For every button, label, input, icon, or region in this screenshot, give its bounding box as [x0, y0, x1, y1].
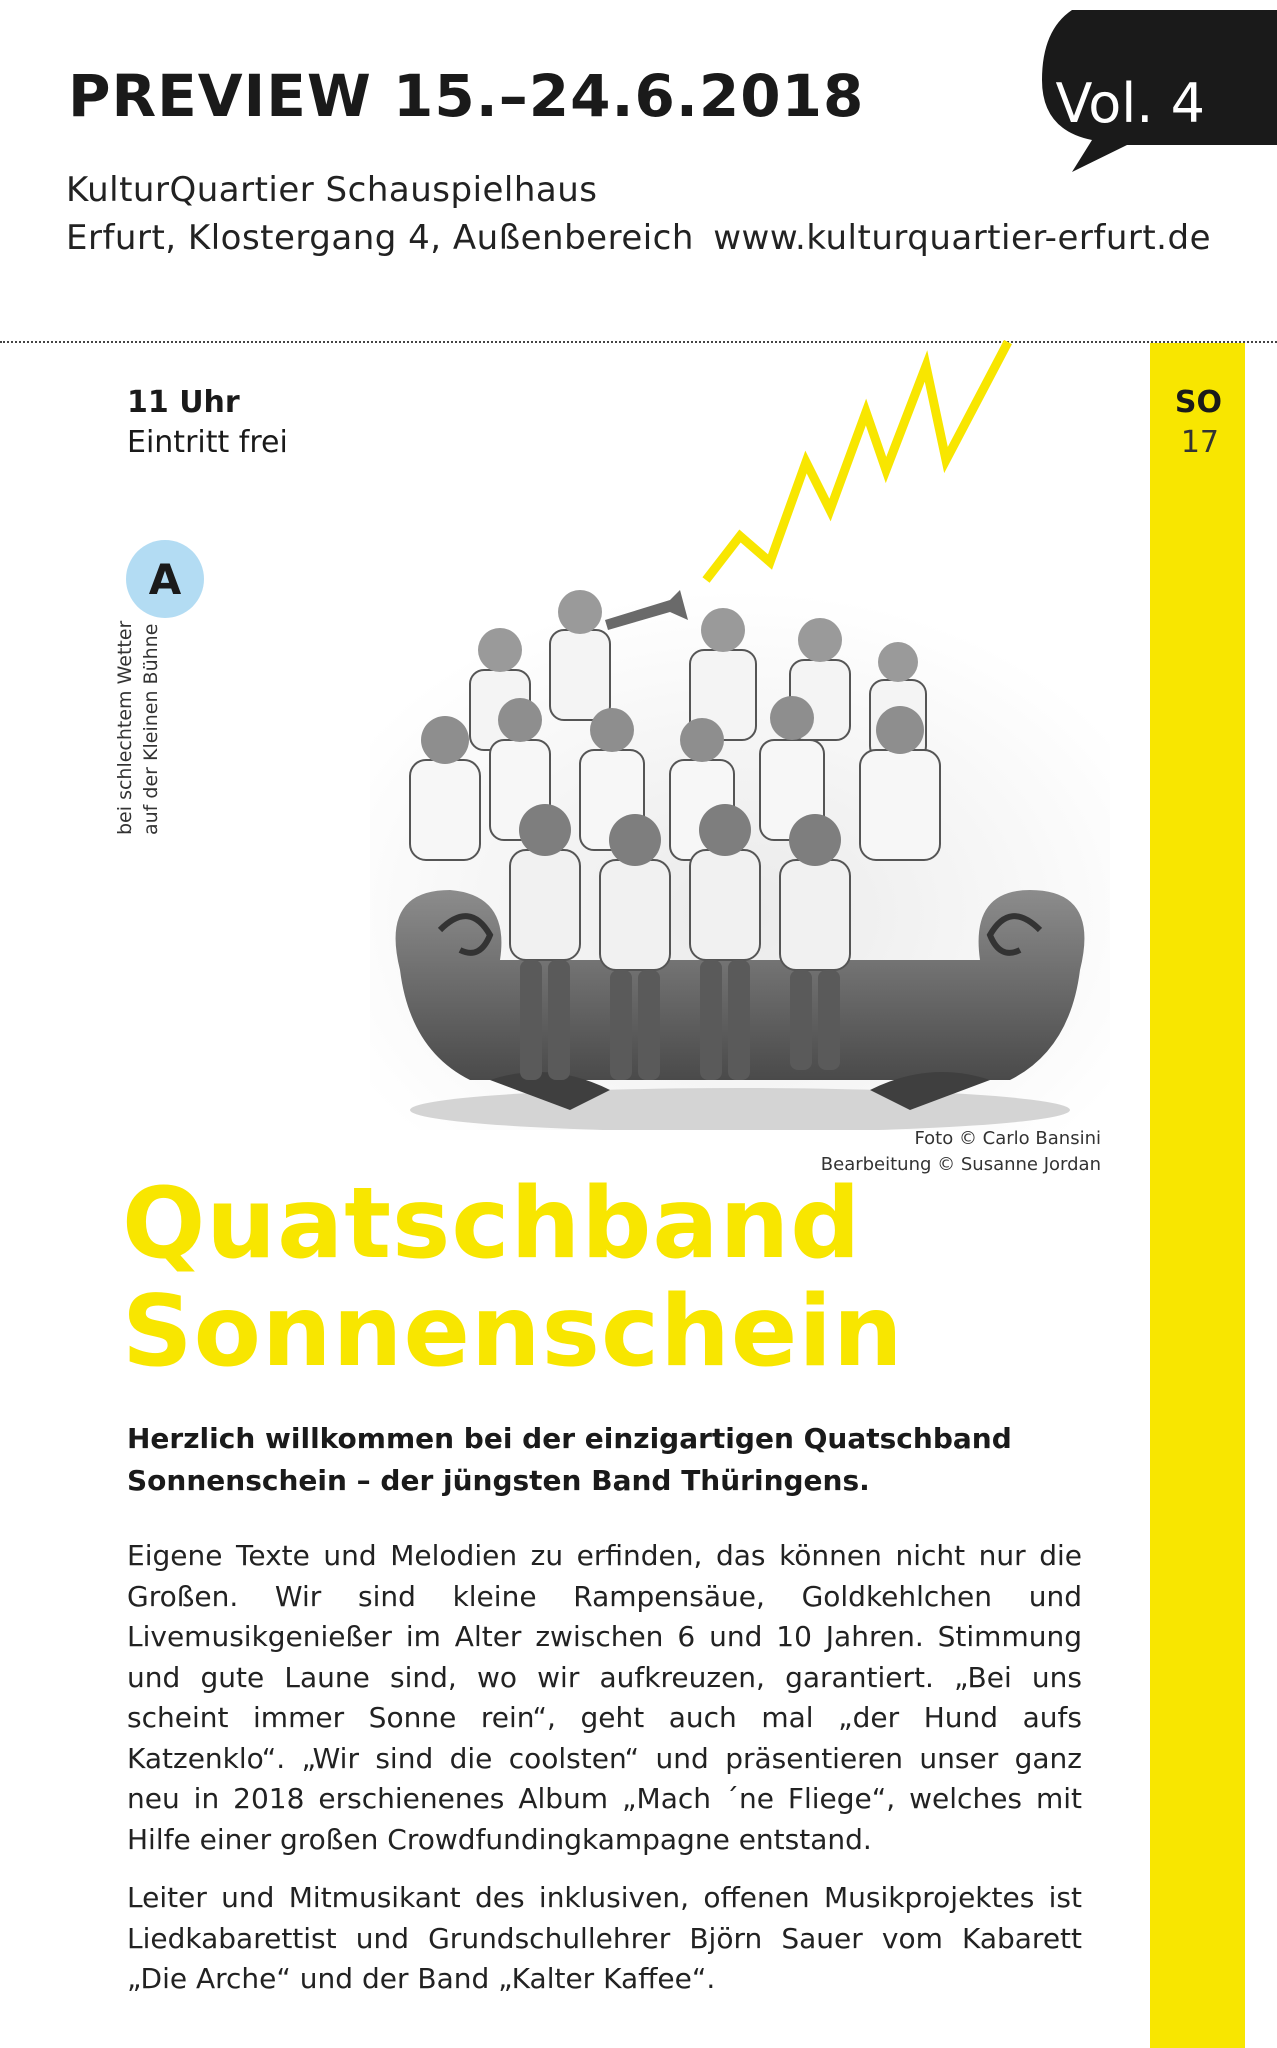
- website-link[interactable]: www.kulturquartier-erfurt.de: [713, 218, 1211, 258]
- body-paragraph-2: Leiter und Mitmusikant des inklusiven, offenen Musikprojektes ist Liedkabarettist und Grundschullehrer Björn Sauer vom Kabarett „Die Arche“ und der Band „Kalter Kaffee“.: [127, 1881, 1082, 1995]
- date-column: [1150, 343, 1245, 2048]
- lead-text: [127, 1418, 1087, 1502]
- venue-address: Erfurt, Klostergang 4, Außenbereich: [66, 218, 694, 258]
- page-title: PREVIEW 15.–24.6.2018: [68, 62, 865, 130]
- weekday-label: SO: [1174, 385, 1222, 420]
- zigzag-sound-icon: [690, 340, 1030, 600]
- stage-badge: [126, 540, 204, 618]
- volume-label: Vol. 4: [1055, 72, 1205, 135]
- photo-credit-line1: Foto © Carlo Bansini: [914, 1128, 1101, 1149]
- body-paragraph-1: Eigene Texte und Melodien zu erfinden, das können nicht nur die Großen. Wir sind kleine Rampensäue, Goldkehlchen und Livemusikgenießer im Alter zwischen 6 und 10 Jahren. Stimmung und gute Laune sind, wo wir aufkreuzen, garantiert. „Bei uns scheint immer Sonne rein“, geht auch mal „der Hund aufs Katzenklo“. „Wir sind die coolsten“ und präsentieren unser ganz neu in 2018 erschienenes Album „Mach ´ne Fliege“, welches mit Hilfe einer großen Crowdfundingkampagne entstand.: [127, 1539, 1082, 1856]
- photo-credit-line2: Bearbeitung © Susanne Jordan: [820, 1154, 1101, 1175]
- dotted-divider: [0, 341, 1277, 343]
- day-number: 17: [1180, 425, 1219, 460]
- event-title: [122, 1167, 904, 1389]
- event-title-line1: Quatschband: [122, 1167, 862, 1281]
- weather-note: [112, 621, 164, 835]
- lead-line1: Herzlich willkommen bei der einzigartigen Quatschband: [127, 1422, 1012, 1455]
- event-time: 11 Uhr: [127, 385, 240, 420]
- stage-badge-letter: A: [148, 554, 182, 604]
- weather-note-line2: auf der Kleinen Bühne: [140, 623, 162, 835]
- lead-line2: Sonnenschein – der jüngsten Band Thüringens.: [127, 1464, 870, 1497]
- band-photo: [370, 590, 1110, 1130]
- event-entry: Eintritt frei: [127, 425, 288, 460]
- event-title-line2: Sonnenschein: [122, 1275, 904, 1389]
- weather-note-line1: bei schlechtem Wetter: [114, 620, 136, 835]
- venue-name: KulturQuartier Schauspielhaus: [66, 170, 598, 210]
